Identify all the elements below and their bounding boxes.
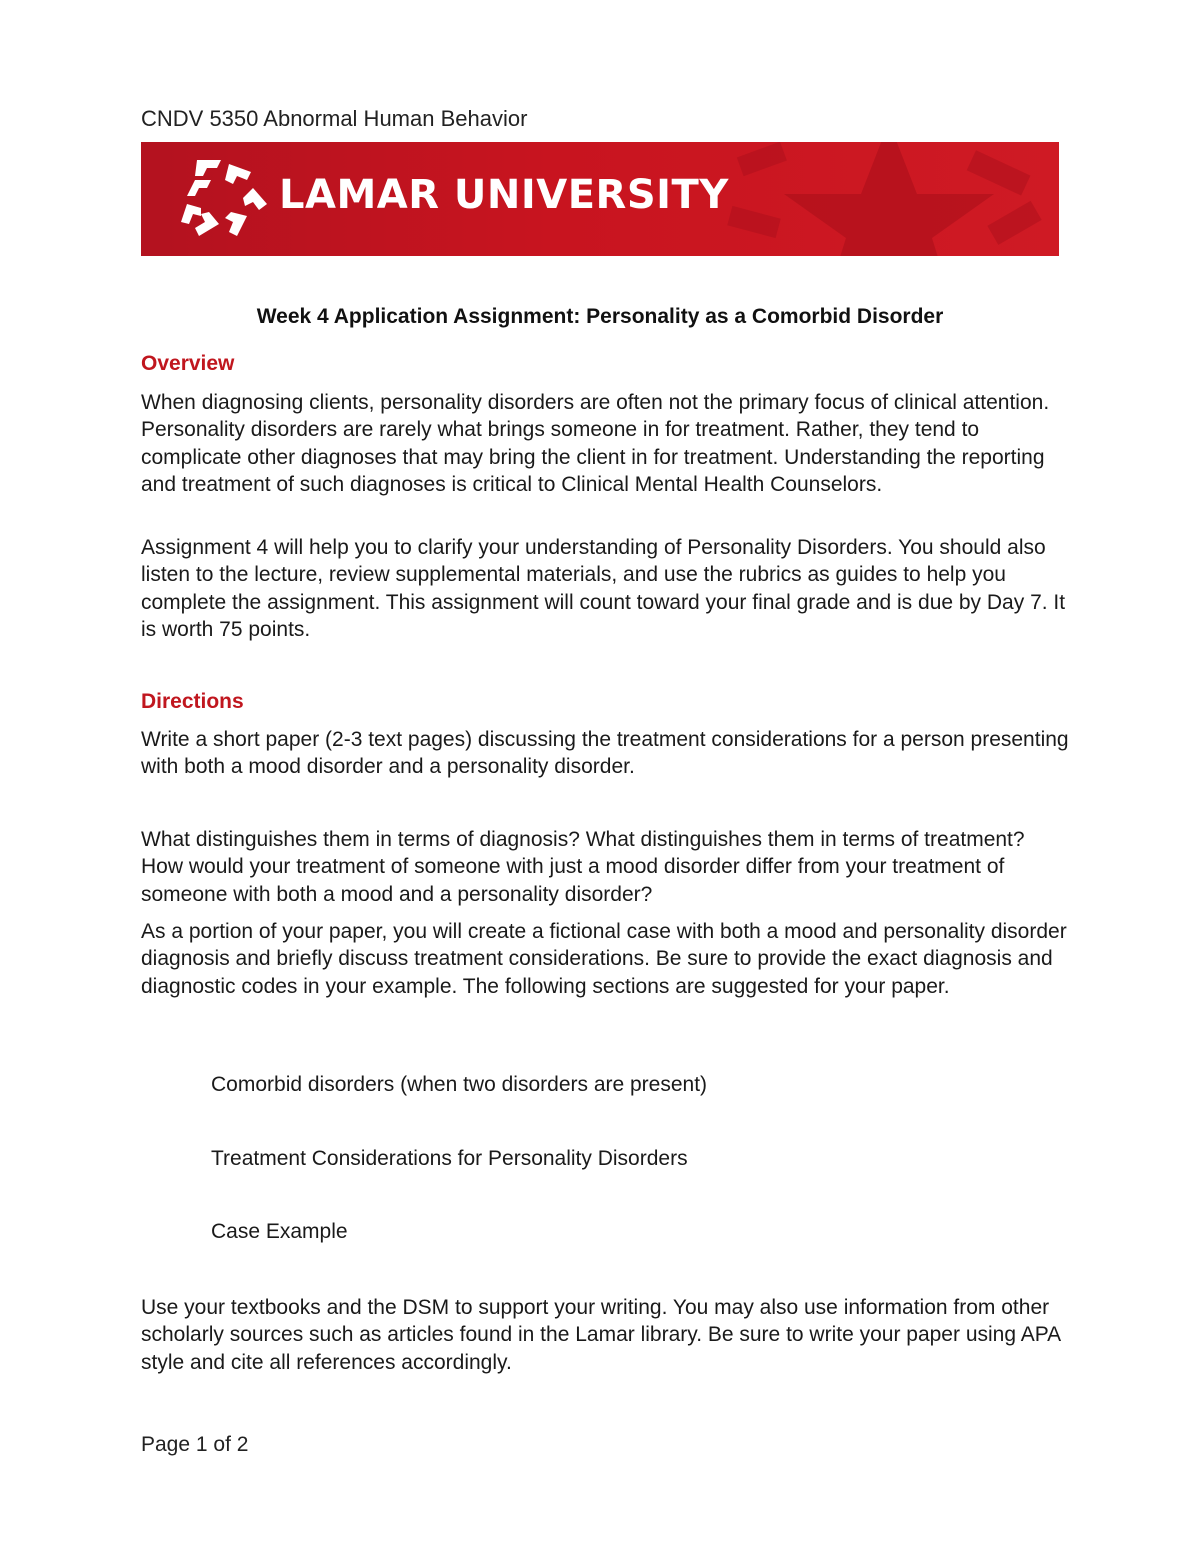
section-item: Comorbid disorders (when two disorders are present) [211,1073,708,1096]
directions-closing: Use your textbooks and the DSM to support your writing. You may also use information from other scholarly sources such as articles found in the Lamar library. Be sure to write your paper using APA style and cite all references accordingly. [141,1296,1060,1374]
directions-heading: Directions [141,690,244,713]
directions-paragraph-2: What distinguishes them in terms of diagnosis? What distinguishes them in terms of treatment? How would your treatment of someone with just a mood disorder differ from your treatment of someone with both a mood and a personality disorder? [141,828,1025,906]
overview-paragraph-2: Assignment 4 will help you to clarify your understanding of Personality Disorders. You should also listen to the lecture, review supplemental materials, and use the rubrics as guides to help you complete the assignment. This assignment will count toward your final grade and is due by Day 7. It is worth 75 points. [141,536,1066,641]
university-banner [141,142,1059,256]
overview-heading: Overview [141,352,235,375]
directions-paragraph-3: As a portion of your paper, you will create a fictional case with both a mood and personality disorder diagnosis and briefly discuss treatment considerations. Be sure to provide the exact diagnosis and diagnostic codes in your example. The following sections are suggested for your paper. [141,920,1067,998]
section-item: Treatment Considerations for Personality Disorders [211,1147,688,1170]
page-number: Page 1 of 2 [141,1433,249,1456]
lamar-logo-icon [177,154,273,244]
overview-paragraph-1: When diagnosing clients, personality disorders are often not the primary focus of clinical attention. Personality disorders are rarely what brings someone in for treatment. Rather, they tend to complicate other diagnoses that may bring the client in for treatment. Understanding the reporting and treatment of such diagnoses is critical to Clinical Mental Health Counselors. [141,391,1050,496]
assignment-title: Week 4 Application Assignment: Personality as a Comorbid Disorder [256,305,944,328]
directions-paragraph-1: Write a short paper (2-3 text pages) discussing the treatment considerations for a person presenting with both a mood disorder and a personality disorder. [141,728,1069,779]
course-header: CNDV 5350 Abnormal Human Behavior [141,106,528,131]
section-item: Case Example [211,1220,348,1243]
university-name: LAMAR UNIVERSITY [279,172,729,218]
star-watermark-icon [719,142,1059,256]
